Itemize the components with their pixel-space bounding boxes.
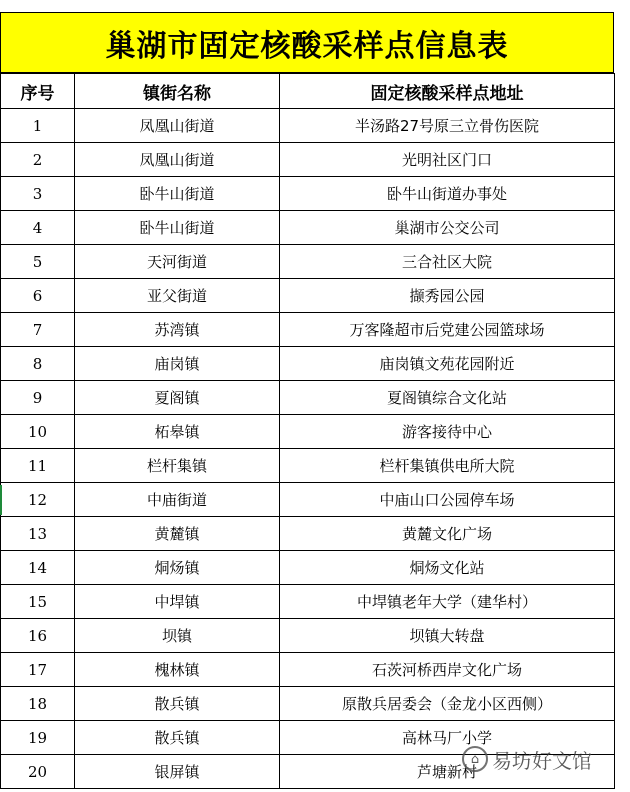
cell-address[interactable]: 三合社区大院 bbox=[280, 245, 615, 279]
table-row bbox=[1, 245, 615, 279]
table-row bbox=[1, 619, 615, 653]
cell-no[interactable]: 11 bbox=[1, 449, 75, 483]
cell-address[interactable]: 卧牛山街道办事处 bbox=[280, 177, 615, 211]
cell-no[interactable]: 9 bbox=[1, 381, 75, 415]
cell-address[interactable]: 半汤路27号原三立骨伤医院 bbox=[280, 109, 615, 143]
cell-address[interactable]: 游客接待中心 bbox=[280, 415, 615, 449]
cell-address[interactable]: 黄麓文化广场 bbox=[280, 517, 615, 551]
table-row bbox=[1, 177, 615, 211]
cell-town[interactable]: 中垾镇 bbox=[75, 585, 280, 619]
cell-no[interactable]: 5 bbox=[1, 245, 75, 279]
cell-no[interactable]: 6 bbox=[1, 279, 75, 313]
cell-address[interactable]: 芦塘新村 bbox=[280, 755, 615, 789]
table-row bbox=[1, 143, 615, 177]
cell-address[interactable]: 夏阁镇综合文化站 bbox=[280, 381, 615, 415]
table-row bbox=[1, 585, 615, 619]
cell-address[interactable]: 栏杆集镇供电所大院 bbox=[280, 449, 615, 483]
title-cell[interactable] bbox=[0, 12, 614, 73]
cell-town[interactable]: 栏杆集镇 bbox=[75, 449, 280, 483]
table-row bbox=[1, 449, 615, 483]
cell-no[interactable]: 8 bbox=[1, 347, 75, 381]
cell-no[interactable]: 14 bbox=[1, 551, 75, 585]
watermark-text: 易坊好文馆 bbox=[492, 748, 592, 773]
cell-address[interactable]: 高林马厂小学 bbox=[280, 721, 615, 755]
cell-town[interactable]: 卧牛山街道 bbox=[75, 211, 280, 245]
cell-town[interactable]: 卧牛山街道 bbox=[75, 177, 280, 211]
table-row bbox=[1, 211, 615, 245]
cell-town[interactable]: 凤凰山街道 bbox=[75, 143, 280, 177]
cell-town[interactable]: 中庙街道 bbox=[75, 483, 280, 517]
cell-town[interactable]: 苏湾镇 bbox=[75, 313, 280, 347]
table-row bbox=[1, 415, 615, 449]
cell-address[interactable]: 原散兵居委会（金龙小区西侧） bbox=[280, 687, 615, 721]
cell-town[interactable]: 黄麓镇 bbox=[75, 517, 280, 551]
cell-no[interactable]: 20 bbox=[1, 755, 75, 789]
cell-no[interactable]: 4 bbox=[1, 211, 75, 245]
cell-no[interactable]: 16 bbox=[1, 619, 75, 653]
cell-no[interactable]: 13 bbox=[1, 517, 75, 551]
cell-address[interactable]: 坝镇大转盘 bbox=[280, 619, 615, 653]
table-row bbox=[1, 483, 615, 517]
cell-no[interactable]: 17 bbox=[1, 653, 75, 687]
cell-no[interactable]: 18 bbox=[1, 687, 75, 721]
cell-no[interactable]: 3 bbox=[1, 177, 75, 211]
cell-no[interactable]: 15 bbox=[1, 585, 75, 619]
table-row bbox=[1, 279, 615, 313]
cell-town[interactable]: 槐林镇 bbox=[75, 653, 280, 687]
cell-town[interactable]: 散兵镇 bbox=[75, 687, 280, 721]
header-row bbox=[1, 74, 615, 109]
table-row bbox=[1, 653, 615, 687]
cell-town[interactable]: 凤凰山街道 bbox=[75, 109, 280, 143]
cell-address[interactable]: 中庙山口公园停车场 bbox=[280, 483, 615, 517]
cell-town[interactable]: 柘皋镇 bbox=[75, 415, 280, 449]
cell-town[interactable]: 亚父街道 bbox=[75, 279, 280, 313]
cell-address[interactable]: 巢湖市公交公司 bbox=[280, 211, 615, 245]
cell-no[interactable]: 10 bbox=[1, 415, 75, 449]
cell-address[interactable]: 石茨河桥西岸文化广场 bbox=[280, 653, 615, 687]
watermark bbox=[462, 742, 592, 776]
table-row bbox=[1, 687, 615, 721]
cell-address[interactable]: 烔炀文化站 bbox=[280, 551, 615, 585]
cell-town[interactable]: 庙岗镇 bbox=[75, 347, 280, 381]
cell-town[interactable]: 夏阁镇 bbox=[75, 381, 280, 415]
cell-town[interactable]: 散兵镇 bbox=[75, 721, 280, 755]
cell-address[interactable]: 光明社区门口 bbox=[280, 143, 615, 177]
table-row bbox=[1, 109, 615, 143]
cell-no[interactable]: 19 bbox=[1, 721, 75, 755]
cell-town[interactable]: 天河街道 bbox=[75, 245, 280, 279]
table-row bbox=[1, 347, 615, 381]
cell-no[interactable]: 2 bbox=[1, 143, 75, 177]
header-cell-town[interactable]: 镇街名称 bbox=[75, 74, 280, 109]
cell-address[interactable]: 中垾镇老年大学（建华村） bbox=[280, 585, 615, 619]
table-row bbox=[1, 551, 615, 585]
cell-no[interactable]: 12 bbox=[1, 483, 75, 517]
table-row bbox=[1, 381, 615, 415]
house-logo-icon: ⌂ bbox=[462, 746, 488, 772]
cell-town[interactable]: 烔炀镇 bbox=[75, 551, 280, 585]
header-cell-no[interactable]: 序号 bbox=[1, 74, 75, 109]
header-cell-address[interactable]: 固定核酸采样点地址 bbox=[280, 74, 615, 109]
cell-town[interactable]: 银屏镇 bbox=[75, 755, 280, 789]
cell-town[interactable]: 坝镇 bbox=[75, 619, 280, 653]
cell-address[interactable]: 撷秀园公园 bbox=[280, 279, 615, 313]
cell-address[interactable]: 庙岗镇文苑花园附近 bbox=[280, 347, 615, 381]
page-title: 巢湖市固定核酸采样点信息表 bbox=[105, 28, 509, 64]
row-indicator bbox=[0, 485, 2, 515]
table-row bbox=[1, 517, 615, 551]
cell-no[interactable]: 1 bbox=[1, 109, 75, 143]
info-table bbox=[0, 73, 615, 789]
cell-address[interactable]: 万客隆超市后党建公园篮球场 bbox=[280, 313, 615, 347]
cell-no[interactable]: 7 bbox=[1, 313, 75, 347]
table-row bbox=[1, 313, 615, 347]
